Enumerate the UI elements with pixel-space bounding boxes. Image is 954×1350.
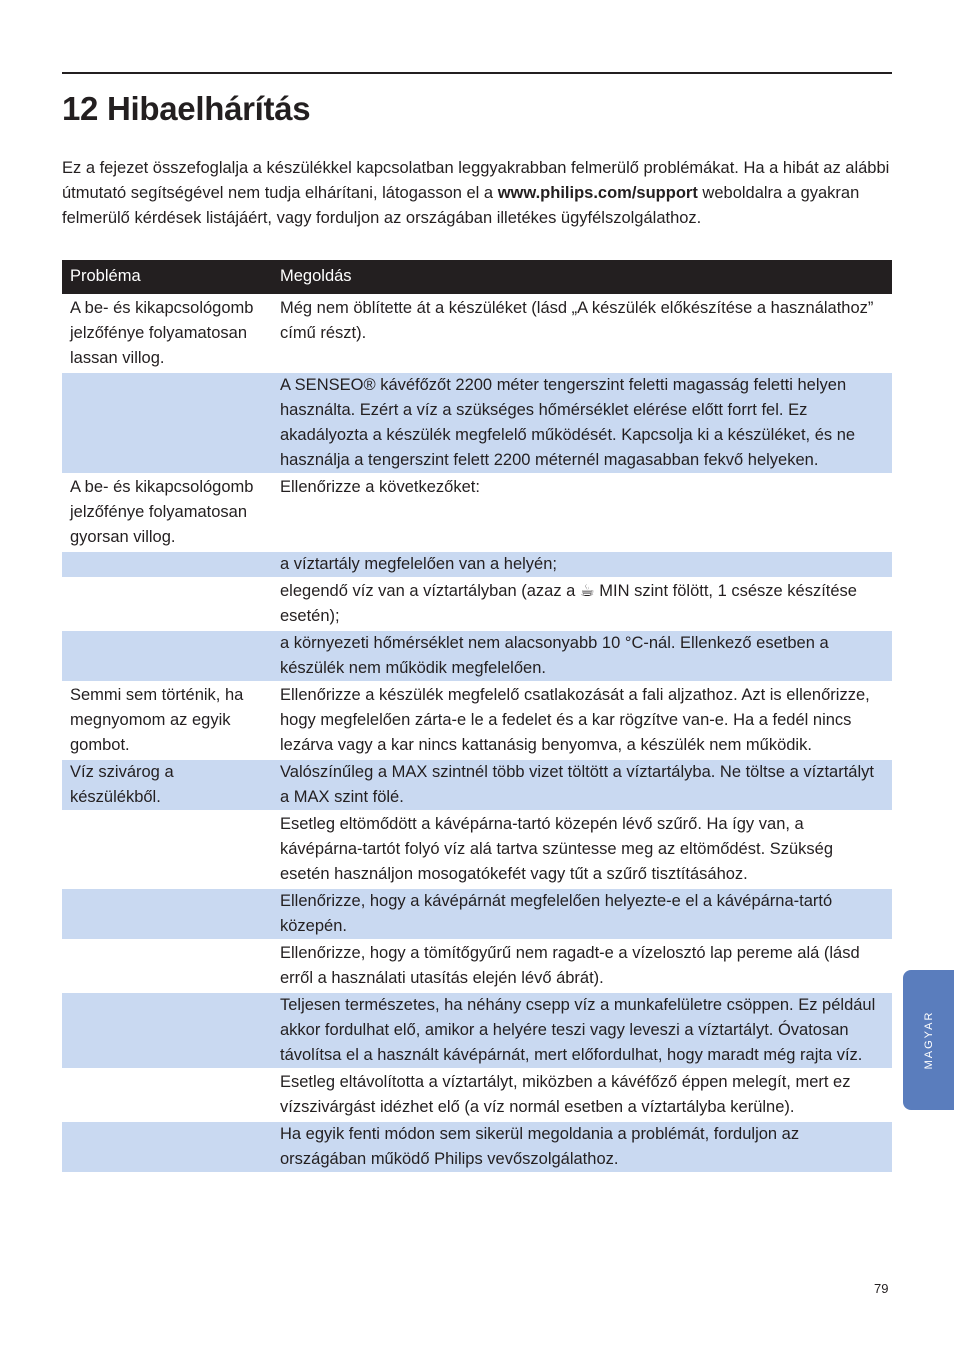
table-row: [62, 889, 892, 939]
solution-cell: Ha egyik fenti módon sem sikerül megoldania a problémát, forduljon az országában működő Philips vevőszolgálathoz.: [272, 1122, 892, 1172]
intro-text-start: Ez a fejezet összefoglalja a készülékkel kapcsolatban leggyakrabban felmerülő problémákat. Ha a hibát az alábbi útmutató segítségével nem tudja elhárítani, látogasson el a: [62, 159, 890, 202]
problem-cell: [62, 373, 272, 473]
problem-cell: [62, 941, 272, 991]
solution-cell: a víztartály megfelelően van a helyén;: [272, 552, 892, 577]
problem-cell: [62, 889, 272, 939]
solution-cell: Ellenőrizze, hogy a kávépárnát megfelelően helyezte-e el a kávépárna-tartó közepén.: [272, 889, 892, 939]
problem-cell: [62, 1070, 272, 1120]
language-tab-label: MAGYAR: [922, 1010, 935, 1070]
page-number: 79: [874, 1281, 889, 1296]
problem-cell: Semmi sem történik, ha megnyomom az egyik gombot.: [70, 686, 244, 754]
solution-cell: Valószínűleg a MAX szintnél több vizet töltött a víztartályba. Ne töltse a víztartályt a MAX szint fölé.: [272, 760, 892, 810]
problem-cell: [62, 993, 272, 1068]
solution-cell: Még nem öblítette át a készüléket (lásd „A készülék előkészítése a használathoz” című részt).: [280, 299, 874, 342]
support-url: www.philips.com/support: [497, 184, 698, 202]
problem-cell: [62, 552, 272, 577]
table-row: [62, 993, 892, 1068]
problem-cell: [62, 631, 272, 681]
problem-cell: [62, 812, 272, 887]
solution-cell: Esetleg eltömődött a kávépárna-tartó közepén lévő szűrő. Ha így van, a kávépárna-tartót folyó víz alá tartva szüntesse meg az eltömődést. Szükség esetén használjon mosogatókefét vagy tűt a szűrő tisztításához.: [280, 815, 834, 883]
table-row: [62, 683, 892, 758]
language-tab: [903, 970, 954, 1110]
table-row: [62, 296, 892, 371]
page-title: [62, 90, 310, 128]
chapter-number: 12: [62, 90, 99, 127]
problem-cell: A be- és kikapcsológomb jelzőfénye folyamatosan gyorsan villog.: [70, 478, 254, 546]
problem-cell: A be- és kikapcsológomb jelzőfénye folyamatosan lassan villog.: [70, 299, 254, 367]
table-row: [62, 475, 892, 550]
problem-cell: Víz szivárog a készülékből.: [62, 760, 272, 810]
solution-cell: Ellenőrizze a következőket:: [280, 478, 480, 496]
header-problem: Probléma: [62, 260, 272, 294]
table-row: [62, 812, 892, 887]
solution-cell: Ellenőrizze, hogy a tömítőgyűrű nem ragadt-e a vízelosztó lap pereme alá (lásd erről a használati utasítás elején lévő ábrát).: [280, 944, 860, 987]
problem-cell: [62, 579, 272, 629]
table-row: [62, 941, 892, 991]
top-rule: [62, 72, 892, 74]
table-row: [62, 373, 892, 473]
solution-cell: a környezeti hőmérséklet nem alacsonyabb 10 °C-nál. Ellenkező esetben a készülék nem működik megfelelően.: [272, 631, 892, 681]
table-row: [62, 1122, 892, 1172]
intro-text-end: weboldalra a gyakran felmerülő kérdések listájáért, vagy forduljon az országában illetékes ügyfélszolgálathoz.: [62, 184, 860, 227]
intro-paragraph: [62, 156, 894, 231]
table-row: [62, 760, 892, 810]
solution-cell: Esetleg eltávolította a víztartályt, miközben a kávéfőző éppen melegít, mert ez vízszivárgást idézhet elő (a víz normál esetben a víztartályba kerülne).: [280, 1073, 851, 1116]
table-row: [62, 631, 892, 681]
table-row: [62, 552, 892, 577]
table-header-row: [62, 260, 892, 294]
solution-cell: Teljesen természetes, ha néhány csepp víz a munkafelületre csöppen. Ez például akkor fordulhat elő, amikor a helyére teszi vagy leveszi a víztartályt. Óvatosan távolítsa el a használt kávépárnát, mert előfordulhat, hogy maradt még rajta víz.: [272, 993, 892, 1068]
troubleshooting-table: [62, 258, 892, 1174]
chapter-title: Hibaelhárítás: [106, 90, 311, 127]
header-solution: Megoldás: [272, 260, 892, 294]
solution-cell: Ellenőrizze a készülék megfelelő csatlakozását a fali aljzathoz. Azt is ellenőrizze, hogy megfelelően zárta-e le a fedelet és a kar rögzítve van-e. Ha a fedél nincs lezárva vagy a kar nincs kattanásig benyomva, a készülék nem működik.: [280, 686, 870, 754]
table-row: [62, 1070, 892, 1120]
problem-cell: [62, 1122, 272, 1172]
solution-cell: elegendő víz van a víztartályban (azaz a ☕ MIN szint fölött, 1 csésze készítése esetén);: [280, 582, 857, 625]
solution-cell: A SENSEO® kávéfőzőt 2200 méter tengerszint feletti magasság feletti helyen használta. Ezért a víz a szükséges hőmérséklet elérése előtt forrt fel. Ez akadályozta a készülék megfelelő működését. Kapcsolja ki a készüléket, és ne használja a tengerszint felett 2200 méternél magasabban fekvő helyeken.: [272, 373, 892, 473]
table-row: [62, 579, 892, 629]
